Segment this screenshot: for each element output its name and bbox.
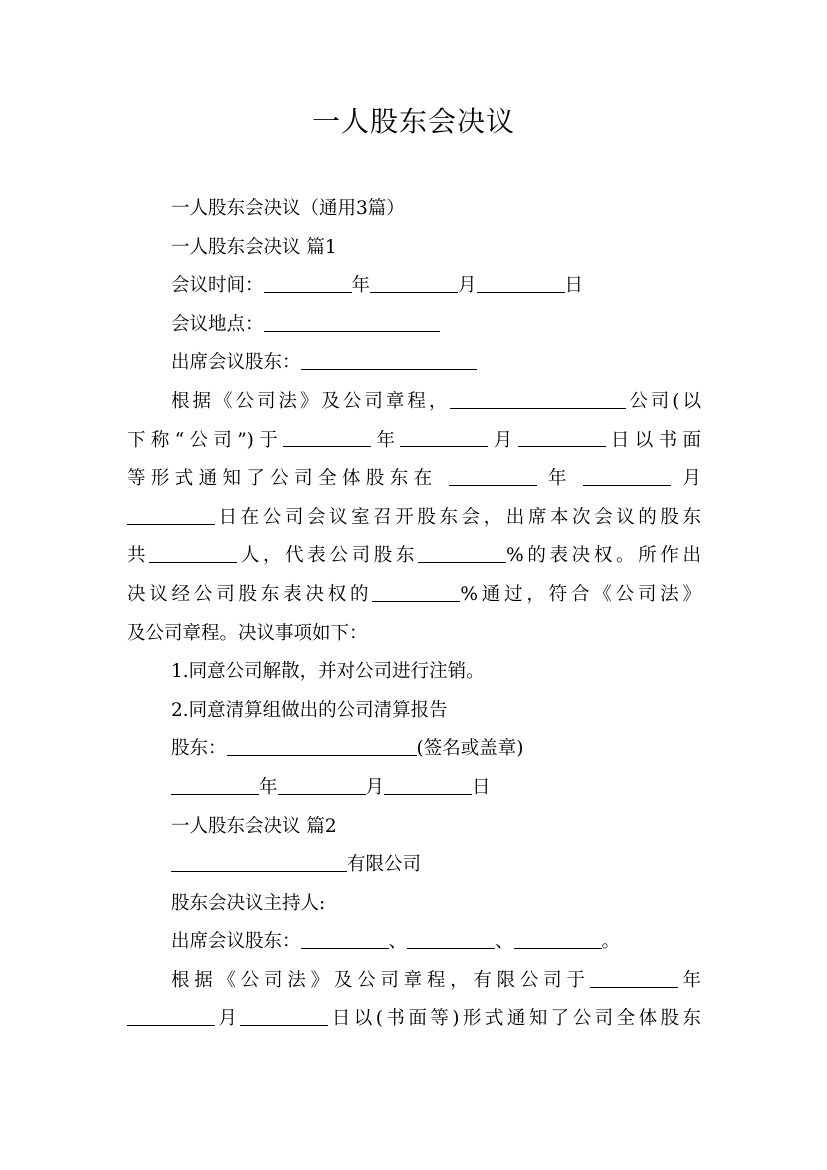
attending-line-2 [127, 923, 701, 962]
section-heading-1: 一人股东会决议 篇1 [171, 236, 337, 258]
blank-field [264, 273, 352, 293]
resolution-item-1: 1.同意公司解散，并对公司进行注销。 [171, 661, 485, 683]
month-text: 月 [458, 275, 477, 297]
blank-field [590, 967, 678, 987]
blank-field [278, 774, 366, 794]
document-title: 一人股东会决议 [311, 105, 515, 138]
day-text: 日 [472, 776, 491, 798]
blank-field [227, 736, 417, 756]
text-run: 年 [548, 468, 572, 490]
month-text: 月 [215, 1008, 241, 1030]
blank-field [283, 427, 371, 447]
blank-field [301, 350, 477, 370]
blank-field [127, 504, 215, 524]
text-run: 日在公司会议室召开股东会，出席本次会议的股东 [215, 506, 701, 528]
blank-field [449, 466, 537, 486]
blank-field [450, 388, 626, 408]
shareholder-sign-line [127, 730, 701, 769]
text-run: 日以(书面等)形式通知了公司全体股东 [328, 1008, 701, 1030]
blank-field [418, 543, 506, 563]
subtitle: 一人股东会决议（通用3篇） [171, 198, 405, 219]
text-run: 根据《公司法》及公司章程，有限公司于 [171, 969, 590, 991]
text-run: 及公司章程。决议事项如下： [127, 622, 368, 644]
blank-field [384, 774, 472, 794]
blank-field [171, 852, 347, 872]
text-run: 年 [371, 429, 401, 451]
attending-label: 出席会议股东： [171, 931, 301, 953]
blank-field [372, 581, 460, 601]
blank-field [301, 929, 389, 949]
shareholder-label: 股东： [171, 738, 227, 760]
separator: 、 [388, 931, 408, 953]
blank-field [400, 427, 488, 447]
blank-field [514, 929, 602, 949]
paragraph-line [127, 499, 701, 538]
text-run: 等形式通知了公司全体股东在 [127, 468, 438, 490]
blank-field [583, 466, 671, 486]
company-suffix: 有限公司 [347, 854, 422, 876]
sign-date-line [127, 769, 701, 808]
paragraph-line [127, 460, 701, 499]
year-text: 年 [677, 969, 701, 991]
sign-note: (签名或盖章) [416, 738, 524, 760]
paragraph-line [127, 1000, 701, 1039]
meeting-place-label: 会议地点： [171, 313, 264, 335]
blank-field [518, 427, 606, 447]
separator: 、 [495, 931, 514, 953]
paragraph-line [127, 537, 701, 576]
meeting-place-line [127, 306, 701, 345]
text-run: 下称“公司”)于 [127, 429, 284, 451]
text-run: 共 [127, 545, 150, 567]
meeting-time-line [127, 267, 701, 306]
month-text: 月 [365, 776, 385, 798]
resolution-item-2: 2.同意清算组做出的公司清算报告 [171, 699, 448, 721]
day-text: 日 [564, 275, 584, 297]
section-heading-2: 一人股东会决议 篇2 [171, 815, 337, 837]
text-run: 人，代表公司股东 [237, 545, 419, 567]
blank-field [127, 1006, 215, 1026]
text-run: %通过，符合《公司法》 [460, 583, 701, 605]
year-text: 年 [351, 275, 371, 297]
blank-field [264, 311, 440, 331]
blank-field [149, 543, 237, 563]
meeting-time-label: 会议时间： [171, 275, 264, 297]
blank-field [407, 929, 495, 949]
blank-field [370, 273, 458, 293]
attending-label: 出席会议股东： [171, 352, 301, 374]
company-line [127, 846, 701, 885]
paragraph-line [127, 422, 701, 461]
text-run: 公司(以 [626, 390, 701, 412]
text-run: 日以书面 [605, 429, 701, 451]
paragraph-line [127, 962, 701, 1001]
text-run: 根据《公司法》及公司章程， [171, 390, 451, 412]
text-run: 月 [488, 429, 518, 451]
paragraph-line [127, 615, 701, 654]
text-run: 月 [682, 468, 701, 490]
blank-field [477, 273, 565, 293]
paragraph-line [127, 383, 701, 422]
text-run: 决议经公司股东表决权的 [127, 583, 373, 605]
attending-line [127, 344, 701, 383]
host-line: 股东会决议主持人: [171, 892, 326, 914]
blank-field [171, 774, 259, 794]
document-body [127, 190, 701, 1039]
blank-field [240, 1006, 328, 1026]
period: 。 [601, 931, 621, 953]
paragraph-line [127, 576, 701, 615]
text-run: %的表决权。所作出 [506, 545, 701, 567]
year-text: 年 [259, 776, 278, 798]
